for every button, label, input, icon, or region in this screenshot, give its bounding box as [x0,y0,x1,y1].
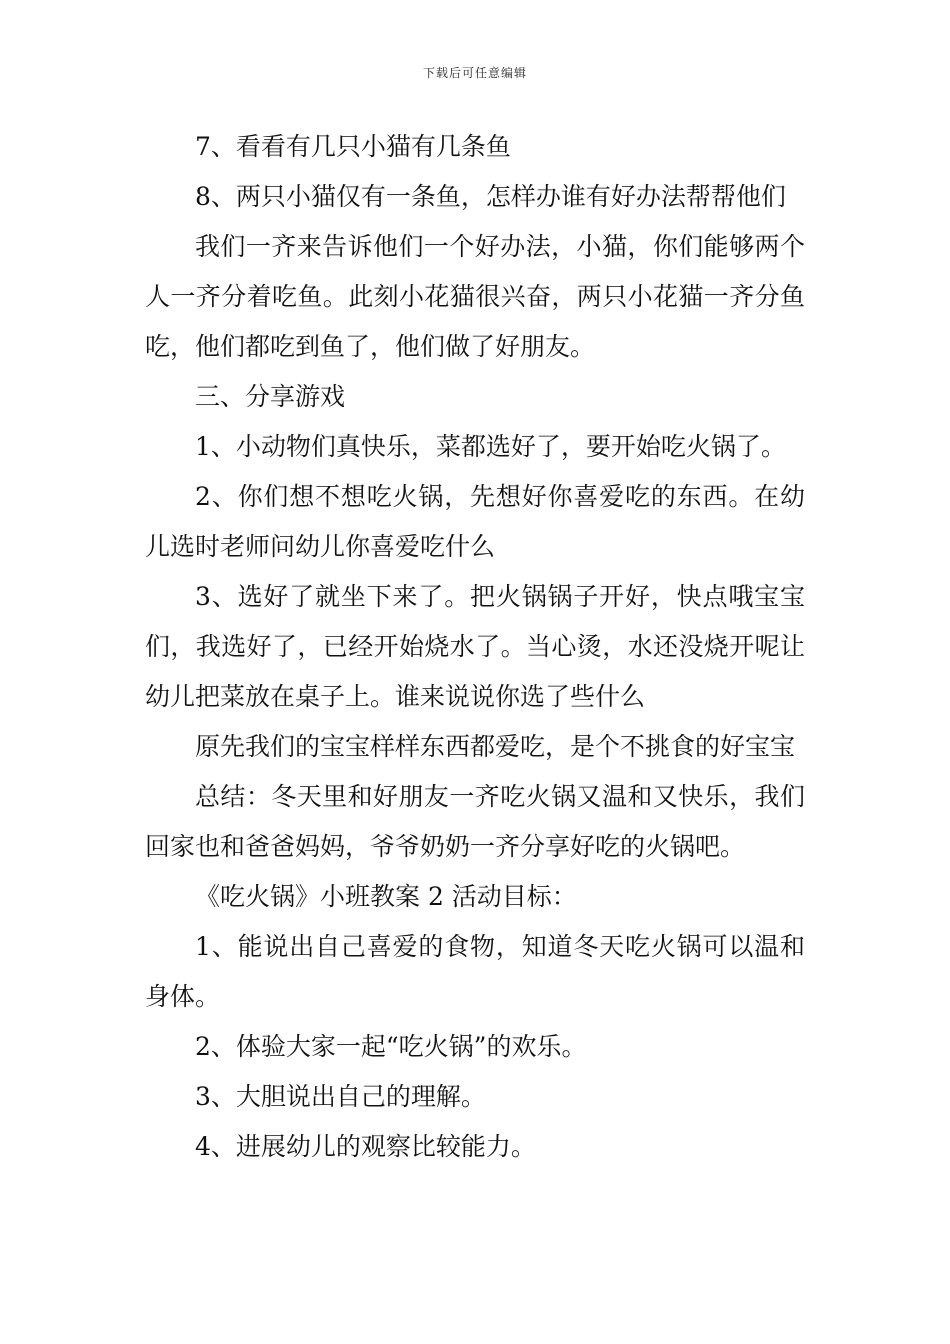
paragraph-solution: 我们一齐来告诉他们一个好办法，小猫，你们能够两个人一齐分着吃鱼。此刻小花猫很兴奋，两只小花猫一齐分鱼吃，他们都吃到鱼了，他们做了好朋友。 [145,232,805,361]
body-text [145,122,805,1172]
section-heading-share-game: 三、分享游戏 [195,382,346,411]
paragraph-game-1: 1、小动物们真快乐，菜都选好了，要开始吃火锅了。 [195,432,786,461]
paragraph-step-7: 7、看看有几只小猫有几条鱼 [195,132,511,161]
goal-item-1: 1、能说出自己喜爱的食物，知道冬天吃火锅可以温和身体。 [145,932,805,1011]
goal-item-4: 4、进展幼儿的观察比较能力。 [195,1132,536,1161]
paragraph-step-8: 8、两只小猫仅有一条鱼，怎样办谁有好办法帮帮他们 [195,182,786,211]
goal-item-2: 2、体验大家一起“吃火锅”的欢乐。 [195,1032,587,1061]
paragraph-game-3: 3、选好了就坐下来了。把火锅锅子开好，快点哦宝宝们，我选好了，已经开始烧水了。当心烫，水还没烧开呢让幼儿把菜放在桌子上。谁来说说你选了些什么 [145,582,805,711]
header-note: 下载后可任意编辑 [422,66,527,80]
paragraph-summary: 总结：冬天里和好朋友一齐吃火锅又温和又快乐，我们回家也和爸爸妈妈，爷爷奶奶一齐分享好吃的火锅吧。 [145,782,805,861]
lesson-2-heading: 《吃火锅》小班教案 2 活动目标： [195,882,577,911]
goal-item-3: 3、大胆说出自己的理解。 [195,1082,486,1111]
paragraph-game-2: 2、你们想不想吃火锅，先想好你喜爱吃的东西。在幼儿选时老师问幼儿你喜爱吃什么 [145,482,805,561]
paragraph-praise: 原先我们的宝宝样样东西都爱吃，是个不挑食的好宝宝 [195,732,796,761]
